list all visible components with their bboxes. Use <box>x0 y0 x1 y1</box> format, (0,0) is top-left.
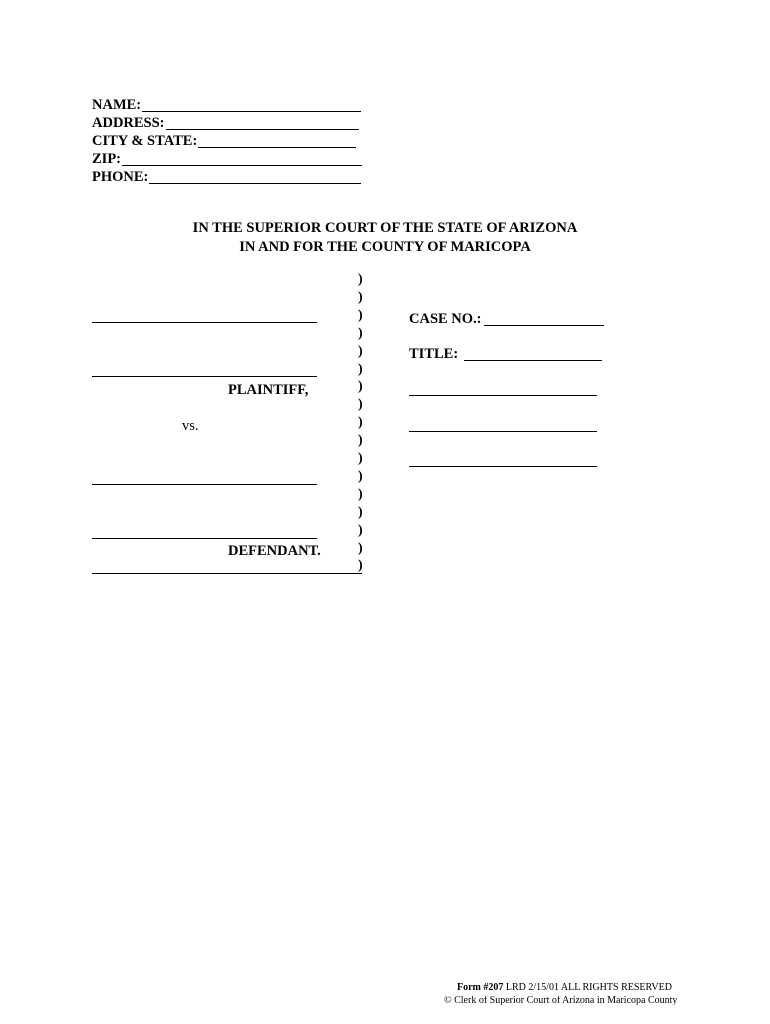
phone-blank[interactable] <box>149 169 361 184</box>
title-label: TITLE: <box>409 345 459 362</box>
case-number-field[interactable] <box>409 311 604 326</box>
party-blank-2[interactable] <box>92 484 317 485</box>
plaintiff-label: PLAINTIFF, <box>228 382 309 398</box>
caption-paren: ) <box>358 558 363 574</box>
caption-paren: ) <box>358 415 363 431</box>
form-info <box>457 983 672 993</box>
caption-paren: ) <box>358 468 363 484</box>
party-blank-1[interactable] <box>92 322 317 323</box>
zip-label: ZIP: <box>92 150 121 167</box>
caption-paren: ) <box>358 397 363 413</box>
versus-label: vs. <box>182 418 199 434</box>
caption-paren: ) <box>358 289 363 305</box>
address-blank[interactable] <box>166 115 359 130</box>
case-number-label: CASE NO.: <box>409 310 482 327</box>
address-field[interactable] <box>92 112 359 130</box>
caption-paren: ) <box>358 451 363 466</box>
caption-paren: ) <box>358 540 363 556</box>
address-label: ADDRESS: <box>92 114 165 131</box>
caption-paren: ) <box>358 522 363 538</box>
title-line-4[interactable] <box>409 466 597 467</box>
title-field[interactable] <box>409 346 602 361</box>
caption-paren: ) <box>358 504 363 520</box>
caption-paren: ) <box>358 307 363 323</box>
name-label: NAME: <box>92 96 142 113</box>
title-blank[interactable] <box>464 346 602 361</box>
court-heading-line1: IN THE SUPERIOR COURT OF THE STATE OF ARIZONA <box>192 220 578 236</box>
zip-blank[interactable] <box>122 151 362 166</box>
phone-label: PHONE: <box>92 168 149 185</box>
title-line-2[interactable] <box>409 395 597 396</box>
form-details: LRD 2/15/01 ALL RIGHTS RESERVED <box>505 982 672 993</box>
defendant-blank[interactable] <box>92 538 317 539</box>
caption-paren: ) <box>358 343 363 359</box>
title-line-3[interactable] <box>409 431 597 432</box>
name-field[interactable] <box>92 94 361 112</box>
city-state-field[interactable] <box>92 130 356 148</box>
name-blank[interactable] <box>142 97 361 112</box>
caption-paren: ) <box>358 361 363 377</box>
caption-paren: ) <box>358 379 363 395</box>
phone-field[interactable] <box>92 166 361 184</box>
caption-paren: ) <box>358 272 363 287</box>
caption-paren: ) <box>358 433 363 449</box>
form-number: Form #207 <box>457 982 504 993</box>
caption-paren: ) <box>358 325 363 341</box>
caption-bottom-rule <box>92 573 362 574</box>
copyright-line: © Clerk of Superior Court of Arizona in Maricopa County <box>444 996 678 1005</box>
city-state-label: CITY & STATE: <box>92 132 198 149</box>
case-number-blank[interactable] <box>484 311 604 326</box>
defendant-label: DEFENDANT. <box>228 543 321 559</box>
plaintiff-blank[interactable] <box>92 376 317 377</box>
caption-paren: ) <box>358 486 363 502</box>
city-state-blank[interactable] <box>198 133 356 148</box>
court-heading-line2: IN AND FOR THE COUNTY OF MARICOPA <box>239 239 531 255</box>
zip-field[interactable] <box>92 148 362 166</box>
